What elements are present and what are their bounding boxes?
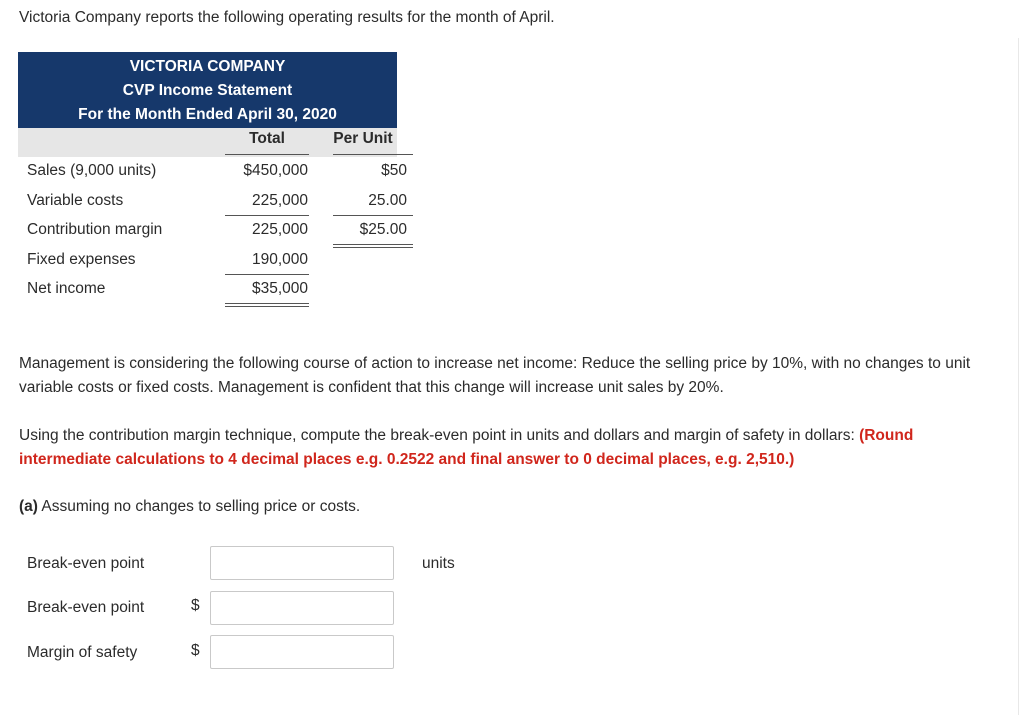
row-total: 190,000	[251, 250, 308, 268]
statement-period: For the Month Ended April 30, 2020	[78, 106, 337, 123]
break-even-dollars-input[interactable]	[210, 591, 394, 625]
table-row	[18, 216, 407, 246]
management-paragraph: Management is considering the following course of action to increase net income: Reduce the selling price by 10%, with no changes to unit variable costs or fixed costs. Management is confident that this change will increase unit sales by 20%.	[19, 355, 971, 396]
part-a-text: Assuming no changes to selling price or costs.	[37, 498, 361, 515]
total-header-underline	[225, 154, 309, 155]
row-total: 225,000	[251, 191, 308, 209]
row-per-unit: $50	[381, 162, 407, 179]
break-even-units-label: Break-even point	[27, 555, 145, 572]
part-a-label: (a)	[19, 498, 38, 515]
row-label: Contribution margin	[27, 221, 163, 238]
rounding-note: (Round intermediate calculations to 4 decimal places e.g. 0.2522 and final answer to 0 decimal places, e.g. 2,510.)	[19, 427, 914, 468]
per-unit-header-underline	[333, 154, 413, 155]
table-row	[18, 187, 407, 217]
statement-title: CVP Income Statement	[122, 82, 293, 99]
column-header-row	[18, 128, 397, 157]
double-underline	[225, 306, 309, 307]
table-row	[18, 157, 407, 187]
row-label: Sales (9,000 units)	[27, 162, 157, 179]
margin-of-safety-input[interactable]	[210, 635, 394, 669]
part-a-heading	[19, 495, 1004, 519]
double-underline	[225, 303, 309, 304]
statement-header	[18, 52, 397, 128]
row-label: Variable costs	[27, 191, 124, 209]
table-row	[18, 275, 397, 305]
col-per-unit-header: Per Unit	[333, 130, 393, 147]
dollar-sign: $	[191, 642, 200, 659]
row-total: 225,000	[251, 221, 308, 238]
row-per-unit: 25.00	[368, 191, 407, 209]
instruction-text: Using the contribution margin technique, compute the break-even point in units and dollars and margin of safety in dollars:	[19, 427, 860, 444]
company-name: VICTORIA COMPANY	[129, 58, 286, 75]
intro-text: Victoria Company reports the following operating results for the month of April.	[19, 9, 555, 26]
table-row	[18, 246, 397, 276]
row-total: $450,000	[243, 162, 308, 179]
row-total: $35,000	[251, 280, 308, 297]
row-per-unit: $25.00	[359, 221, 407, 238]
units-suffix: units	[422, 555, 455, 572]
cvp-income-statement	[18, 52, 407, 305]
break-even-units-input[interactable]	[210, 546, 394, 580]
col-total-header: Total	[249, 130, 285, 147]
dollar-sign: $	[191, 597, 200, 614]
instruction-paragraph	[19, 424, 1004, 472]
row-label: Fixed expenses	[27, 250, 136, 268]
row-label: Net income	[27, 280, 106, 297]
margin-of-safety-label: Margin of safety	[27, 644, 138, 661]
break-even-dollars-label: Break-even point	[27, 599, 145, 616]
